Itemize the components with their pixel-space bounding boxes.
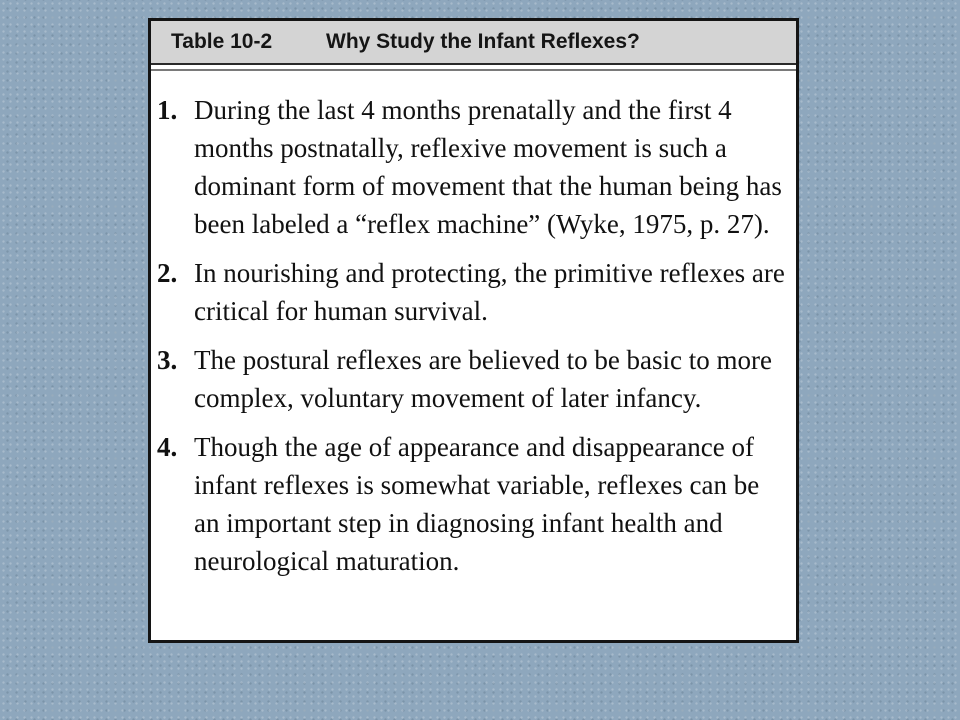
reason-text: Though the age of appearance and disappearance of infant reflexes is somewhat variable, reflexes can be an important step in diagnosing infant health and neurological maturation. — [194, 432, 760, 576]
reason-item — [157, 428, 786, 580]
reason-text: In nourishing and protecting, the primitive reflexes are critical for human survival. — [194, 258, 785, 326]
reason-number: 3. — [157, 345, 178, 375]
table-number: Table 10-2 — [171, 30, 273, 53]
reason-number: 2. — [157, 258, 178, 288]
reason-item — [157, 91, 786, 243]
reason-item — [157, 254, 786, 330]
reason-number: 4. — [157, 432, 178, 462]
reason-text: During the last 4 months prenatally and the first 4 months postnatally, reflexive movement is such a dominant form of movement that the human being has been labeled a “reflex machine” (Wyke, 1975, p. 27). — [194, 95, 782, 239]
reason-text: The postural reflexes are believed to be basic to more complex, voluntary movement of later infancy. — [194, 345, 773, 413]
reason-item — [157, 341, 786, 417]
table-title: Why Study the Infant Reflexes? — [326, 30, 640, 53]
table-card — [148, 18, 799, 643]
reason-number: 1. — [157, 95, 178, 125]
reasons-list — [151, 71, 796, 580]
table-header — [151, 21, 796, 65]
